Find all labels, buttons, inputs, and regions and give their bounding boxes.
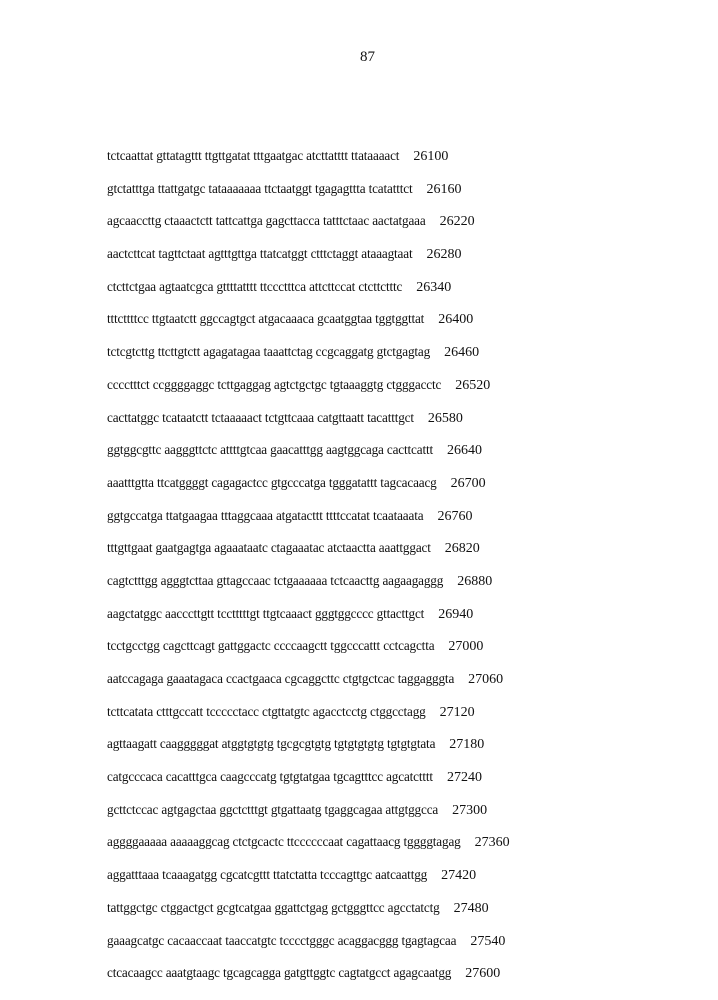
sequence-text: tattggctgc ctggactgct gcgtcatgaa ggattctgag gctgggttcc agcctatctg (107, 899, 440, 915)
sequence-line (107, 311, 510, 344)
sequence-text: gcttctccac agtgagctaa ggctctttgt gtgattaatg tgaggcagaa attgtggcca (107, 801, 439, 817)
sequence-line (107, 475, 510, 508)
sequence-line (107, 933, 510, 966)
sequence-line (107, 213, 510, 246)
sequence-text: tctcgtcttg ttcttgtctt agagatagaa taaattctag ccgcaggatg gtctgagtag (107, 344, 431, 360)
sequence-line (107, 573, 510, 606)
sequence-listing (107, 148, 510, 998)
sequence-position: 27480 (453, 900, 489, 916)
sequence-position: 26700 (450, 475, 486, 491)
sequence-line (107, 410, 510, 443)
sequence-position: 26220 (439, 214, 475, 230)
sequence-text: cagtctttgg agggtcttaa gttagccaac tctgaaaaaa tctcaacttg aagaagaggg (107, 572, 444, 588)
sequence-text: tttgttgaat gaatgagtga agaaataatc ctagaaatac atctaactta aaattggact (107, 540, 431, 556)
sequence-position: 26760 (437, 508, 473, 524)
sequence-text: ggtgccatga ttatgaagaa tttaggcaaa atgatacttt ttttccatat tcaataaata (107, 507, 424, 523)
sequence-position: 27300 (452, 802, 488, 818)
sequence-position: 27420 (441, 868, 477, 884)
sequence-text: ctcttctgaa agtaatcgca gttttatttt ttccctttca attcttccat ctcttctttc (107, 278, 403, 294)
sequence-position: 27060 (468, 672, 504, 687)
sequence-line (107, 638, 510, 671)
sequence-line (107, 508, 510, 541)
sequence-position: 27240 (446, 770, 482, 786)
sequence-line (107, 442, 510, 475)
sequence-line (107, 671, 510, 704)
sequence-line (107, 148, 510, 181)
sequence-text: tttcttttcc ttgtaatctt ggccagtgct atgacaaaca gcaatggtaa tggtggttat (107, 311, 425, 327)
sequence-text: catgcccaca cacatttgca caagcccatg tgtgtatgaa tgcagtttcc agcatctttt (107, 769, 433, 785)
sequence-position: 26520 (455, 377, 491, 393)
sequence-position: 26280 (426, 247, 462, 263)
sequence-position: 26400 (438, 312, 474, 328)
sequence-position: 26880 (457, 573, 493, 589)
sequence-position: 26580 (427, 410, 463, 426)
sequence-line (107, 802, 510, 835)
sequence-text: aatccagaga gaaatagaca ccactgaaca cgcaggcttc ctgtgctcac taggagggta (107, 671, 455, 686)
sequence-text: ggtggcgttc aagggttctc attttgtcaa gaacatttgg aagtggcaga cacttcattt (107, 442, 433, 458)
sequence-position: 27000 (448, 639, 484, 655)
sequence-position: 27360 (474, 835, 510, 851)
sequence-text: tctcaattat gttatagttt ttgttgatat tttgaatgac atcttatttt ttataaaact (107, 148, 400, 163)
sequence-text: tcctgcctgg cagcttcagt gattggactc ccccaagctt tggcccattt cctcagctta (107, 638, 435, 654)
sequence-position: 26820 (444, 541, 480, 557)
sequence-text: gaaagcatgc cacaaccaat taaccatgtc tcccctgggc acaggacggg tgagtagcaa (107, 932, 457, 948)
sequence-text: aactcttcat tagttctaat agtttgttga ttatcatggt ctttctaggt ataaagtaat (107, 246, 413, 262)
sequence-line (107, 867, 510, 900)
sequence-line (107, 965, 510, 998)
sequence-position: 27540 (470, 933, 506, 949)
sequence-position: 26340 (416, 279, 452, 295)
sequence-position: 27120 (439, 704, 475, 720)
sequence-line (107, 606, 510, 639)
sequence-position: 26460 (444, 345, 480, 361)
sequence-text: aaatttgtta ttcatggggt cagagactcc gtgcccatga tgggatattt tagcacaacg (107, 474, 437, 490)
sequence-text: cccctttct ccggggaggc tcttgaggag agtctgctgc tgtaaaggtg ctgggacctc (107, 376, 442, 392)
sequence-position: 27180 (449, 737, 485, 753)
sequence-text: aggggaaaaa aaaaaggcag ctctgcactc ttccccccaat cagattaacg tggggtagag (107, 834, 461, 850)
sequence-text: tcttcatata ctttgccatt tccccctacc ctgttatgtc agacctcctg ctggcctagg (107, 703, 426, 719)
page-number: 87 (360, 49, 375, 65)
sequence-line (107, 540, 510, 573)
sequence-line (107, 769, 510, 802)
sequence-text: agttaagatt caagggggat atggtgtgtg tgcgcgtgtg tgtgtgtgtg tgtgtgtata (107, 736, 436, 752)
sequence-text: aggatttaaa tcaaagatgg cgcatcgttt ttatctatta tcccagttgc aatcaattgg (107, 867, 428, 883)
sequence-position: 26640 (447, 443, 482, 459)
sequence-line (107, 834, 510, 867)
sequence-position: 26160 (426, 181, 462, 197)
sequence-line (107, 246, 510, 279)
sequence-text: gtctatttga ttattgatgc tataaaaaaa ttctaatggt tgagagttta tcatatttct (107, 180, 413, 196)
sequence-line (107, 181, 510, 214)
sequence-text: agcaaccttg ctaaactctt tattcattga gagcttacca tatttctaac aactatgaaa (107, 213, 426, 229)
sequence-text: ctcacaagcc aaatgtaagc tgcagcagga gatgttggtc cagtatgcct agagcaatgg (107, 965, 452, 981)
sequence-line (107, 736, 510, 769)
sequence-position: 27600 (465, 966, 501, 982)
sequence-line (107, 704, 510, 737)
sequence-text: aagctatggc aacccttgtt tcctttttgt ttgtcaaact gggtggcccc gttacttgct (107, 605, 425, 621)
sequence-position: 26940 (438, 606, 474, 622)
sequence-line (107, 377, 510, 410)
sequence-position: 26100 (413, 149, 449, 164)
sequence-line (107, 344, 510, 377)
sequence-text: cacttatggc tcataatctt tctaaaaact tctgttcaaa catgttaatt tacatttgct (107, 409, 414, 425)
sequence-line (107, 900, 510, 933)
sequence-line (107, 279, 510, 312)
